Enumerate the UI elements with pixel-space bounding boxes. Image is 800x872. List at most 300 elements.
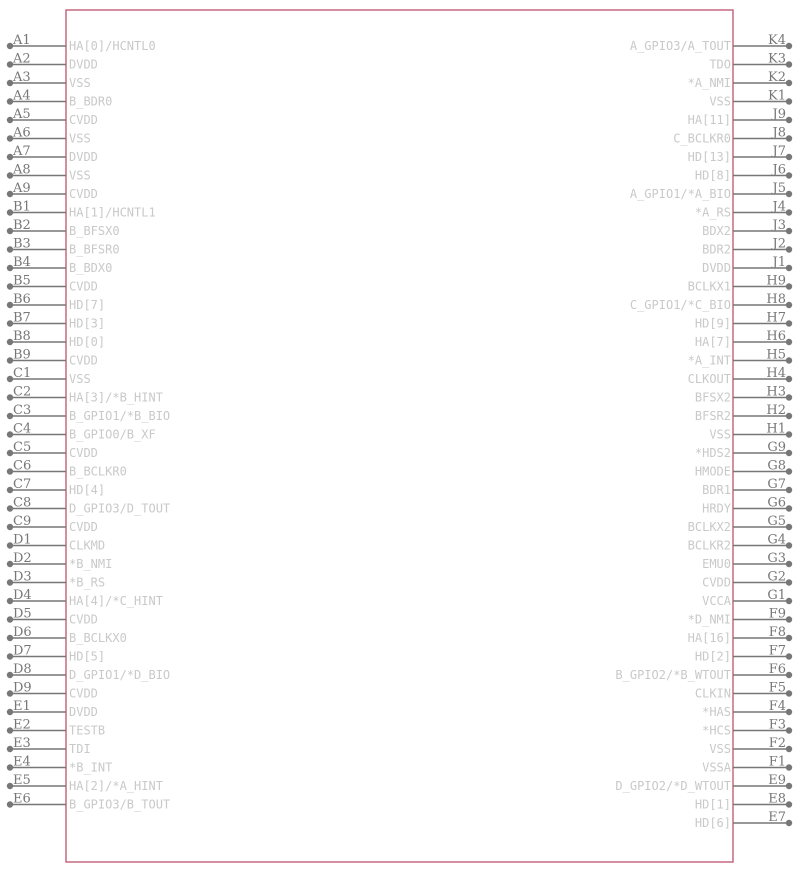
pin-end-dot xyxy=(786,265,792,271)
pin-name: B_GPIO3/B_TOUT xyxy=(69,797,171,812)
pin-end-dot xyxy=(786,616,792,622)
pin-number: G1 xyxy=(767,588,786,603)
pin-number: G9 xyxy=(767,440,786,455)
pin-name: *HCS xyxy=(702,723,731,738)
pin-number: D7 xyxy=(13,643,32,659)
pin-name: BCLKX1 xyxy=(687,279,731,294)
pin-end-dot xyxy=(786,690,792,696)
pin-end-dot xyxy=(786,191,792,197)
pin-f9 xyxy=(688,607,793,627)
pin-end-dot xyxy=(786,505,792,511)
pin-name: HA[16] xyxy=(687,631,731,645)
pin-end-dot xyxy=(786,172,792,178)
pin-name: D_GPIO2/*D_WTOUT xyxy=(615,779,731,793)
pin-end-dot xyxy=(786,283,792,289)
pin-name: HA[11] xyxy=(687,113,731,127)
pin-g8 xyxy=(695,459,792,479)
pin-name: DVDD xyxy=(69,57,98,72)
pin-name: CLKIN xyxy=(694,686,731,701)
pin-number: H4 xyxy=(766,366,786,381)
pin-name: B_BCLKX0 xyxy=(69,631,127,645)
pin-number: F7 xyxy=(768,643,786,659)
pin-g2 xyxy=(702,570,792,590)
pin-number: K1 xyxy=(768,88,786,104)
pin-e6 xyxy=(7,792,170,812)
pin-end-dot xyxy=(786,431,792,437)
pin-number: G7 xyxy=(767,477,786,492)
pin-number: D2 xyxy=(13,551,32,566)
pin-number: B8 xyxy=(13,329,31,344)
pin-h6 xyxy=(695,329,792,349)
pin-end-dot xyxy=(786,302,792,308)
pin-number: B1 xyxy=(13,199,31,215)
pin-number: D4 xyxy=(13,588,32,603)
pin-name: DVDD xyxy=(69,705,98,719)
pin-c5 xyxy=(7,440,98,460)
pin-name: BCLKR2 xyxy=(687,538,731,553)
pin-name: VSS xyxy=(69,168,91,183)
pin-e4 xyxy=(7,755,113,775)
pin-number: A8 xyxy=(13,162,31,178)
pin-number: H3 xyxy=(766,384,786,400)
pin-name: B_GPIO0/B_XF xyxy=(69,427,156,442)
pin-name: HA[2]/*A_HINT xyxy=(69,779,163,793)
pin-j9 xyxy=(688,107,793,127)
pin-j1 xyxy=(702,255,792,275)
pin-number: A4 xyxy=(13,88,31,104)
pin-number: C1 xyxy=(13,366,32,381)
pin-e3 xyxy=(7,736,91,756)
pin-name: BCLKX2 xyxy=(687,520,731,534)
pin-h2 xyxy=(695,403,792,423)
pin-name: BDR2 xyxy=(702,242,731,257)
pin-f8 xyxy=(688,625,793,645)
pin-number: G4 xyxy=(767,532,786,548)
pin-h3 xyxy=(695,385,792,405)
pin-number: F4 xyxy=(768,699,786,714)
pin-name: HD[7] xyxy=(69,298,106,312)
pin-name: *A_NMI xyxy=(687,76,731,90)
pin-end-dot xyxy=(786,43,792,49)
pin-end-dot xyxy=(786,450,792,456)
pin-number: D8 xyxy=(13,662,32,677)
pin-number: B5 xyxy=(13,273,31,289)
pin-name: DVDD xyxy=(702,261,731,275)
pin-number: A9 xyxy=(13,181,31,196)
pin-j5 xyxy=(630,181,792,201)
pin-name: CVDD xyxy=(69,520,98,534)
pin-name: B_BFSX0 xyxy=(69,224,120,238)
pin-d7 xyxy=(7,644,105,664)
pin-c7 xyxy=(7,477,105,497)
pin-end-dot xyxy=(786,801,792,807)
pin-end-dot xyxy=(786,135,792,141)
pin-number: B4 xyxy=(13,255,31,270)
pin-name: HD[8] xyxy=(694,168,731,183)
pin-end-dot xyxy=(786,394,792,400)
pin-end-dot xyxy=(786,635,792,641)
pin-number: H9 xyxy=(766,273,786,289)
pin-end-dot xyxy=(786,61,792,67)
pin-f5 xyxy=(695,681,792,701)
pin-name: B_BFSR0 xyxy=(69,242,120,257)
pin-b8 xyxy=(7,329,105,349)
pin-b2 xyxy=(7,218,120,238)
pin-number: E7 xyxy=(768,810,786,825)
pin-j4 xyxy=(695,200,792,220)
pin-name: CVDD xyxy=(69,187,98,201)
pin-end-dot xyxy=(786,357,792,363)
pin-name: HA[1]/HCNTL1 xyxy=(69,205,156,220)
pin-number: E4 xyxy=(13,754,31,770)
pin-name: VSS xyxy=(709,427,731,442)
pin-name: VSS xyxy=(69,131,91,146)
pin-g1 xyxy=(702,588,792,608)
pin-name: CLKMD xyxy=(69,538,106,553)
pin-number: K4 xyxy=(768,33,786,48)
pin-b1 xyxy=(7,200,156,220)
pin-number: J8 xyxy=(772,125,786,141)
pin-name: TDI xyxy=(69,742,91,756)
pin-name: HA[0]/HCNTL0 xyxy=(69,39,156,53)
pin-number: B3 xyxy=(13,236,31,252)
pin-name: B_BDX0 xyxy=(69,261,113,275)
pin-name: CVDD xyxy=(702,575,731,590)
pin-a3 xyxy=(7,70,91,90)
pin-name: *D_NMI xyxy=(687,612,731,627)
pin-end-dot xyxy=(786,653,792,659)
pin-end-dot xyxy=(786,209,792,215)
pin-name: C_GPIO1/*C_BIO xyxy=(629,298,731,312)
pin-number: B9 xyxy=(13,347,31,363)
pin-j2 xyxy=(702,237,792,257)
pin-number: D3 xyxy=(13,569,32,585)
pin-end-dot xyxy=(786,154,792,160)
pin-name: BFSX2 xyxy=(694,390,731,405)
pin-name: BDR1 xyxy=(702,483,731,497)
pin-name: B_BDR0 xyxy=(69,94,113,109)
pin-number: G6 xyxy=(767,495,786,511)
pin-name: *B_NMI xyxy=(69,557,113,571)
pin-number: A2 xyxy=(13,51,31,67)
pin-g3 xyxy=(702,551,792,571)
pin-number: C7 xyxy=(13,477,32,492)
pin-end-dot xyxy=(786,783,792,789)
pin-k4 xyxy=(630,33,792,53)
pin-end-dot xyxy=(786,672,792,678)
pin-name: HA[4]/*C_HINT xyxy=(69,594,163,608)
pin-name: VSS xyxy=(69,76,91,90)
pin-end-dot xyxy=(786,376,792,382)
pin-name: HMODE xyxy=(694,464,731,479)
pin-end-dot xyxy=(786,561,792,567)
pin-e8 xyxy=(695,792,792,812)
pin-c4 xyxy=(7,422,156,442)
pin-e9 xyxy=(615,773,792,793)
pin-k1 xyxy=(709,89,792,109)
pin-name: CVDD xyxy=(69,612,98,627)
pin-number: D6 xyxy=(13,625,32,640)
pin-name: BFSR2 xyxy=(694,409,731,423)
pin-number: J5 xyxy=(772,181,786,196)
component-body xyxy=(66,10,733,862)
pin-name: TESTB xyxy=(69,723,106,738)
pin-h9 xyxy=(688,274,793,294)
pin-d1 xyxy=(7,533,105,553)
pin-number: J7 xyxy=(772,144,786,159)
pin-number: H2 xyxy=(766,403,786,418)
pin-number: F1 xyxy=(768,754,786,770)
pin-name: B_GPIO1/*B_BIO xyxy=(69,409,171,423)
pin-f1 xyxy=(702,755,792,775)
pin-number: E9 xyxy=(768,773,786,788)
pin-end-dot xyxy=(786,339,792,345)
pin-a4 xyxy=(7,89,113,109)
pin-c6 xyxy=(7,459,127,479)
pin-name: A_GPIO3/A_TOUT xyxy=(629,39,731,53)
pin-number: A1 xyxy=(13,33,31,48)
pin-end-dot xyxy=(786,746,792,752)
pin-number: E2 xyxy=(13,717,31,733)
pin-number: C6 xyxy=(13,458,32,474)
pin-number: G5 xyxy=(767,514,786,529)
pin-f4 xyxy=(702,699,792,719)
pin-name: DVDD xyxy=(69,150,98,164)
pin-a2 xyxy=(7,52,98,72)
pin-end-dot xyxy=(786,320,792,326)
pin-h7 xyxy=(695,311,792,331)
pin-name: VSS xyxy=(69,372,91,386)
pin-number: A6 xyxy=(13,125,31,141)
pin-name: VSS xyxy=(709,94,731,109)
pin-j6 xyxy=(695,163,792,183)
pin-number: B2 xyxy=(13,218,31,233)
pin-f3 xyxy=(702,718,792,738)
pin-e5 xyxy=(7,773,163,793)
pin-number: F6 xyxy=(768,662,786,677)
pin-number: J2 xyxy=(772,236,786,252)
pin-number: C5 xyxy=(13,440,32,455)
pin-end-dot xyxy=(786,579,792,585)
pin-name: *B_RS xyxy=(69,575,106,590)
pin-number: J4 xyxy=(772,199,786,215)
pin-b4 xyxy=(7,255,113,275)
pin-name: HD[6] xyxy=(694,816,731,830)
pin-number: J9 xyxy=(772,107,786,122)
pin-number: F8 xyxy=(768,625,786,640)
pin-name: CVDD xyxy=(69,279,98,294)
pin-c3 xyxy=(7,403,170,423)
pin-number: K2 xyxy=(768,70,786,85)
pin-a5 xyxy=(7,107,98,127)
pin-number: F9 xyxy=(768,606,786,622)
pin-number: J1 xyxy=(772,255,786,270)
pin-g9 xyxy=(695,440,792,460)
pin-end-dot xyxy=(786,80,792,86)
pin-a7 xyxy=(7,144,98,164)
pin-c9 xyxy=(7,514,98,534)
pin-number: E8 xyxy=(768,791,786,807)
pin-h5 xyxy=(688,348,793,368)
pin-end-dot xyxy=(786,709,792,715)
pin-b3 xyxy=(7,237,120,257)
pin-c2 xyxy=(7,385,163,405)
pin-h1 xyxy=(709,422,792,442)
pin-f6 xyxy=(615,662,792,682)
pin-name: HD[13] xyxy=(687,150,731,164)
pin-number: J3 xyxy=(772,218,786,233)
pin-number: E1 xyxy=(13,699,31,714)
pin-name: *A_RS xyxy=(694,205,731,220)
pin-number: H6 xyxy=(766,329,786,344)
left-pin-group xyxy=(7,33,170,812)
pin-f2 xyxy=(709,736,792,756)
pin-name: CVDD xyxy=(69,353,98,368)
pin-name: *HAS xyxy=(702,705,731,719)
pin-d3 xyxy=(7,570,105,590)
pin-g7 xyxy=(702,477,792,497)
pin-name: HD[0] xyxy=(69,335,106,349)
pin-name: CVDD xyxy=(69,113,98,127)
pin-number: J6 xyxy=(772,162,786,178)
pin-number: E5 xyxy=(13,773,31,788)
pin-end-dot xyxy=(786,598,792,604)
pin-end-dot xyxy=(786,98,792,104)
pin-k2 xyxy=(688,70,793,90)
pin-d6 xyxy=(7,625,127,645)
pin-name: HD[3] xyxy=(69,316,106,331)
pin-end-dot xyxy=(786,228,792,234)
pin-d9 xyxy=(7,681,98,701)
pin-name: VSS xyxy=(709,742,731,756)
pin-name: HD[4] xyxy=(69,483,106,497)
pin-number: H1 xyxy=(766,421,786,437)
pin-j7 xyxy=(688,144,793,164)
pin-name: HD[2] xyxy=(694,649,731,664)
pin-number: H7 xyxy=(766,310,786,326)
pin-name: *HDS2 xyxy=(694,446,731,460)
pin-number: K3 xyxy=(768,51,786,67)
pin-number: G3 xyxy=(767,551,786,566)
pin-name: CLKOUT xyxy=(687,372,731,386)
pin-name: A_GPIO1/*A_BIO xyxy=(629,187,731,201)
pin-name: HD[5] xyxy=(69,649,106,664)
pin-name: HD[9] xyxy=(694,316,731,331)
pin-number: D5 xyxy=(13,606,32,622)
pin-name: BDX2 xyxy=(702,224,731,238)
pin-number: F2 xyxy=(768,736,786,751)
pin-d5 xyxy=(7,607,98,627)
pin-h4 xyxy=(688,366,793,386)
pin-e7 xyxy=(695,810,792,830)
pin-a9 xyxy=(7,181,98,201)
pin-end-dot xyxy=(786,413,792,419)
pin-number: D1 xyxy=(13,532,32,548)
pin-e1 xyxy=(7,699,98,719)
pin-number: F3 xyxy=(768,717,786,733)
pin-end-dot xyxy=(786,524,792,530)
pin-name: HA[3]/*B_HINT xyxy=(69,390,163,405)
pin-number: E3 xyxy=(13,736,31,751)
pin-g6 xyxy=(702,496,792,516)
pin-a1 xyxy=(7,33,156,53)
pin-end-dot xyxy=(786,727,792,733)
pin-number: C2 xyxy=(13,384,32,400)
pin-number: H5 xyxy=(766,347,786,363)
pin-number: F5 xyxy=(768,680,786,696)
pin-number: A7 xyxy=(13,144,31,159)
pin-name: TDO xyxy=(709,57,731,72)
pin-end-dot xyxy=(786,542,792,548)
pin-name: EMU0 xyxy=(702,557,731,571)
pin-number: C9 xyxy=(13,514,32,529)
pin-name: HD[1] xyxy=(694,797,731,812)
pin-end-dot xyxy=(786,468,792,474)
pin-d4 xyxy=(7,588,163,608)
pin-name: VSSA xyxy=(702,760,731,775)
pin-number: C4 xyxy=(13,421,32,437)
pin-f7 xyxy=(695,644,792,664)
pin-b5 xyxy=(7,274,98,294)
pin-name: CVDD xyxy=(69,686,98,701)
pin-g4 xyxy=(688,533,793,553)
pin-name: B_GPIO2/*B_WTOUT xyxy=(615,668,731,682)
pin-number: B6 xyxy=(13,292,31,307)
pin-number: C3 xyxy=(13,403,32,418)
pin-end-dot xyxy=(786,246,792,252)
pin-d8 xyxy=(7,662,170,682)
pin-k3 xyxy=(709,52,792,72)
pin-e2 xyxy=(7,718,105,738)
pin-c1 xyxy=(7,366,91,386)
pin-name: HA[7] xyxy=(694,335,731,349)
pin-number: E6 xyxy=(13,791,31,807)
pin-end-dot xyxy=(786,117,792,123)
pin-number: H8 xyxy=(766,292,786,307)
pin-name: CVDD xyxy=(69,446,98,460)
pin-name: VCCA xyxy=(702,594,731,608)
pin-name: D_GPIO1/*D_BIO xyxy=(69,668,171,682)
pin-name: *B_INT xyxy=(69,760,113,775)
pin-name: *A_INT xyxy=(687,353,731,368)
pin-number: G8 xyxy=(767,458,786,474)
pin-name: C_BCLKR0 xyxy=(673,131,731,146)
pin-name: HRDY xyxy=(702,501,731,516)
pin-b9 xyxy=(7,348,98,368)
pin-g5 xyxy=(688,514,793,534)
pin-j3 xyxy=(702,218,792,238)
pin-c8 xyxy=(7,496,170,516)
right-pin-group xyxy=(615,33,792,830)
pin-number: A5 xyxy=(13,107,31,122)
pin-number: B7 xyxy=(13,310,31,326)
pin-h8 xyxy=(630,292,792,312)
pin-b6 xyxy=(7,292,105,312)
pin-b7 xyxy=(7,311,105,331)
pin-number: C8 xyxy=(13,495,32,511)
pin-end-dot xyxy=(786,820,792,826)
pin-number: A3 xyxy=(13,70,31,85)
pin-name: D_GPIO3/D_TOUT xyxy=(69,501,171,516)
pin-number: D9 xyxy=(13,680,32,696)
pin-a6 xyxy=(7,126,91,146)
pin-number: G2 xyxy=(767,569,786,585)
pin-d2 xyxy=(7,551,113,571)
pin-end-dot xyxy=(786,487,792,493)
pin-name: B_BCLKR0 xyxy=(69,464,127,479)
pin-a8 xyxy=(7,163,91,183)
pin-end-dot xyxy=(786,764,792,770)
